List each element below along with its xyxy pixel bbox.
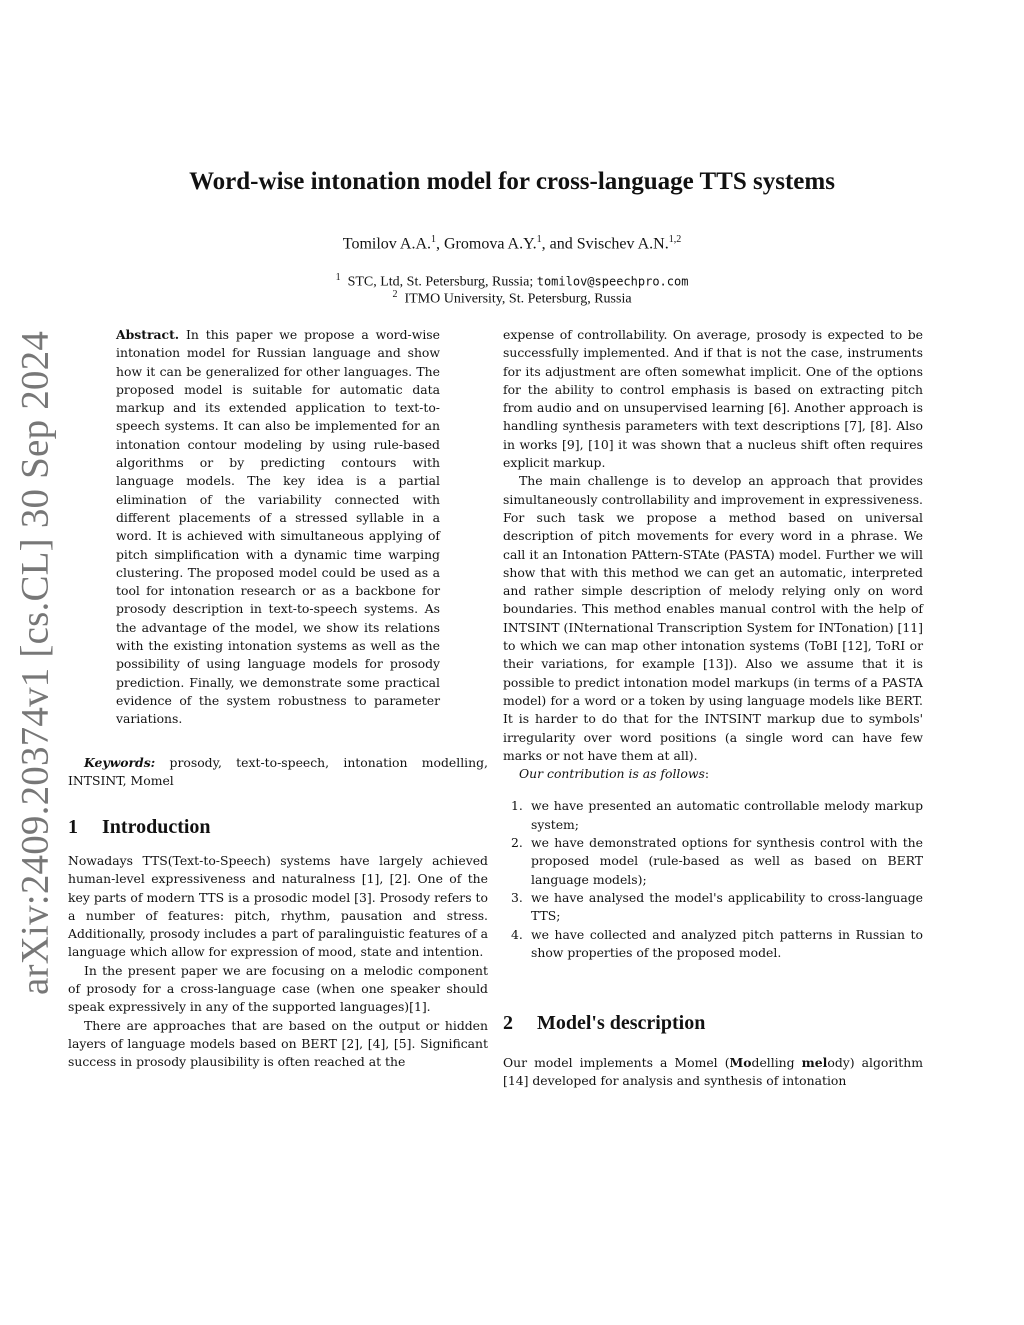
author-email: tomilov@speechpro.com: [536, 274, 689, 289]
author-2: , Gromova A.Y.: [436, 235, 537, 253]
introduction-body: [68, 852, 488, 1072]
abstract-text: In this paper we propose a word-wise intonation model for Russian language and show how it can be generalized for other languages. The proposed model is suitable for automatic data markup and its extended application to text-to-speech systems. It can also be implemented for an intonation contour modeling by using rule-based algorithms or by predicting contours with language models. The key idea is a partial elimination of the variability connected with different placements of a stressed syllable in a word. It is achieved with simultaneous applying of pitch simplification with a dynamic time warping clustering. The proposed model could be used as a tool for intonation research or as a backbone for prosody description in text-to-speech systems. As the advantage of the model, we show its relations with the existing intonation systems as well as the possibility of using language models for prosody prediction. Finally, we demonstrate some practical evidence of the system robustness to parameter variations.: [116, 327, 440, 727]
abstract-label: Abstract.: [116, 327, 180, 342]
contribution-label: Our contribution is as follows: [519, 766, 705, 782]
contribution-list: [503, 797, 923, 962]
text-run: Our model implements a Momel (: [503, 1055, 730, 1070]
section-1-number: 1: [68, 816, 78, 838]
paragraph: expense of controllability. On average, prosody is expected to be successfully implemented. And if that is not the case, instruments for its adjustment are often somewhat implicit. One of the options for the ability to control emphasis is based on extracting pitch from audio and on unsupervised learning [6]. Another approach is handling synthesis parameters with text descriptions [7], [8]. Also in works [9], [10] it was shown that a nucleus shift often requires explicit markup.: [503, 327, 923, 471]
author-list: [0, 234, 1024, 253]
author-2-mark: 1: [536, 234, 542, 245]
list-number: 4.: [511, 926, 523, 942]
author-1: Tomilov A.A.: [342, 235, 431, 253]
paragraph: [503, 1054, 923, 1091]
text-run: ody) algorithm [14] developed for analysis and synthesis of intonation: [503, 1055, 923, 1089]
bold-run: Mo: [729, 1055, 752, 1070]
author-3-mark: 1,2: [668, 234, 682, 245]
list-text: we have presented an automatic controllable melody markup system;: [531, 798, 923, 832]
contribution-colon: :: [704, 766, 710, 782]
paper-title: Word-wise intonation model for cross-language TTS systems: [189, 168, 835, 195]
affiliation-1: [0, 272, 1024, 291]
abstract: [116, 326, 440, 729]
affiliation-2-text: ITMO University, St. Petersburg, Russia: [404, 291, 632, 307]
bold-run: mel: [801, 1055, 828, 1070]
arxiv-stamp: [5, 330, 65, 995]
list-item: [503, 926, 923, 963]
list-number: 3.: [511, 889, 523, 905]
arxiv-stamp-text: arXiv:2409.20374v1 [cs.CL] 30 Sep 2024: [13, 330, 57, 995]
section-2-number: 2: [503, 1012, 513, 1034]
section-2-title: Model's description: [537, 1012, 706, 1034]
affiliation-1-mark: 1: [335, 272, 341, 283]
keywords-label: Keywords:: [84, 755, 156, 770]
list-number: 1.: [511, 798, 523, 814]
paragraph: Nowadays TTS(Text-to-Speech) systems have largely achieved human-level expressiveness and naturalness [1], [2]. One of the key parts of modern TTS is a prosodic model [3]. Prosody refers to a number of features: pitch, rhythm, pausation and stress. Additionally, prosody includes a part of paralinguistic features of a language which allow for expression of mood, state and intention.: [68, 853, 488, 960]
list-text: we have analysed the model's applicability to cross-language TTS;: [531, 889, 923, 924]
affiliation-2-mark: 2: [392, 289, 398, 300]
paragraph: The main challenge is to develop an approach that provides simultaneously controllability and improvement in expressiveness. For such task we propose a method based on universal description of pitch movements for every word in a phrase. We call it an Intonation PAttern-STAte (PASTA) model. Further we will show that with this method we can get an automatic, interpreted and rather simple description of melody relying only on word boundaries. This method enables manual control with the help of INTSINT (INternational Transcription System for INTonation) [11] to which we can map other intonation systems (ToBI [12], ToRI or their variations, for example [13]). Also we assume that it is possible to predict intonation model markups (in terms of a PASTA model) for a word or a token by using language models like BERT. It is harder to do that for the INTSINT markup due to symbols' irregularity over word positions (a single word can have few marks or not have them at all).: [503, 473, 923, 763]
section-1-heading: [68, 816, 211, 839]
affiliation-2: [0, 289, 1024, 308]
list-item: [503, 834, 923, 889]
list-text: we have collected and analyzed pitch patterns in Russian to show properties of the proposed model.: [531, 926, 923, 960]
right-column: [503, 326, 923, 962]
paragraph: In the present paper we are focusing on a melodic component of prosody for a cross-language case (when one speaker should speak expressively in any of the supported languages)[1].: [68, 962, 488, 1015]
keywords: [68, 754, 488, 791]
contribution-intro: [503, 765, 923, 783]
affiliation-1-text: STC, Ltd, St. Petersburg, Russia;: [347, 274, 537, 290]
paragraph: There are approaches that are based on the output or hidden layers of language models based on BERT [2], [4], [5]. Significant success in prosody plausibility is often reached at the: [68, 1017, 488, 1070]
author-3: , and Svischev A.N.: [541, 235, 669, 253]
list-item: [503, 889, 923, 926]
section-1-title: Introduction: [102, 816, 211, 838]
list-text: we have demonstrated options for synthesis control with the proposed model (rule-based as well as based on BERT language models);: [531, 835, 923, 887]
list-number: 2.: [511, 835, 523, 851]
author-1-mark: 1: [431, 234, 436, 245]
model-description-body: [503, 1054, 923, 1091]
section-2-heading: [503, 1012, 705, 1035]
text-run: delling: [751, 1055, 802, 1070]
keywords-text: prosody, text-to-speech, intonation modelling, INTSINT, Momel: [68, 755, 488, 789]
list-item: [503, 797, 923, 834]
